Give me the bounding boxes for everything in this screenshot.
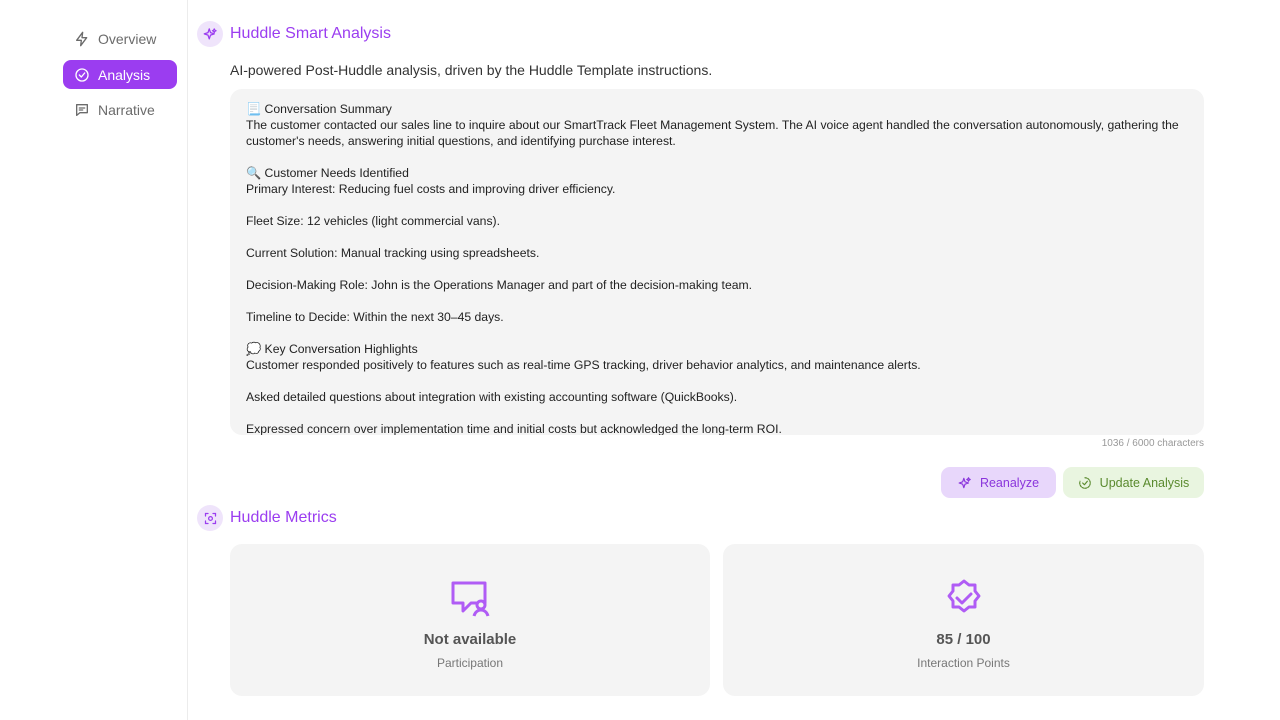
- metric-value: 85 / 100: [936, 631, 991, 648]
- char-count: 1036 / 6000 characters: [1101, 438, 1204, 449]
- update-analysis-label: Update Analysis: [1099, 475, 1190, 490]
- analysis-line: Expressed concern over implementation time and initial costs but acknowledged the long-term ROI.: [246, 422, 782, 435]
- message-icon: [74, 102, 90, 118]
- paragraph-gap: [246, 229, 1188, 245]
- sidebar-item-narrative[interactable]: [63, 95, 177, 124]
- metric-value: Not available: [423, 631, 517, 648]
- sidebar-item-label: Analysis: [98, 66, 151, 83]
- analysis-line: 💭 Key Conversation Highlights: [246, 342, 418, 356]
- sparkle-icon: [197, 21, 223, 47]
- metric-label: Interaction Points: [917, 656, 1010, 670]
- sidebar-item-label: Overview: [98, 30, 157, 47]
- paragraph-gap: [246, 325, 1188, 341]
- chat-user-icon: [449, 579, 491, 619]
- analysis-line: Decision-Making Role: John is the Operations Manager and part of the decision-making team.: [246, 278, 753, 292]
- paragraph-gap: [246, 197, 1188, 213]
- section-title: Huddle Metrics: [230, 509, 337, 526]
- sidebar: [0, 0, 188, 720]
- paragraph-gap: [246, 261, 1188, 277]
- analysis-textarea[interactable]: [230, 89, 1204, 435]
- metric-label: Participation: [436, 656, 504, 670]
- analysis-line: The customer contacted our sales line to inquire about our SmartTrack Fleet Management System. The AI voice agent handled the conversation autonomously, gathering the customer's needs, answering initial questions, and identifying purchase interest.: [246, 118, 1183, 148]
- sidebar-item-label: Narrative: [98, 101, 155, 118]
- sparkle-icon: [958, 476, 972, 490]
- check-circle-icon: [74, 67, 90, 83]
- paragraph-gap: [246, 293, 1188, 309]
- sidebar-item-overview[interactable]: [63, 24, 177, 53]
- update-analysis-button[interactable]: [1063, 467, 1204, 498]
- analysis-line: 📃 Conversation Summary: [246, 102, 392, 116]
- paragraph-gap: [246, 405, 1188, 421]
- sidebar-item-analysis[interactable]: [63, 60, 177, 89]
- verified-badge-icon: [943, 579, 985, 619]
- participation-card: [230, 544, 710, 696]
- analysis-line: Primary Interest: Reducing fuel costs and improving driver efficiency.: [246, 182, 616, 196]
- reanalyze-button[interactable]: [941, 467, 1056, 498]
- analysis-line: Timeline to Decide: Within the next 30–45 days.: [246, 310, 504, 324]
- paragraph-gap: [246, 149, 1188, 165]
- metrics-header: [197, 505, 337, 531]
- analysis-line: Fleet Size: 12 vehicles (light commercial vans).: [246, 214, 500, 228]
- analysis-line: 🔍 Customer Needs Identified: [246, 166, 409, 180]
- smart-analysis-header: [197, 21, 391, 47]
- scan-icon: [197, 505, 223, 531]
- reanalyze-label: Reanalyze: [979, 475, 1040, 490]
- section-title: Huddle Smart Analysis: [230, 25, 391, 42]
- lightning-icon: [74, 31, 90, 47]
- analysis-line: Customer responded positively to features such as real-time GPS tracking, driver behavior analytics, and maintenance alerts.: [246, 358, 921, 372]
- interaction-points-card: [723, 544, 1204, 696]
- analysis-line: Asked detailed questions about integration with existing accounting software (QuickBooks).: [246, 390, 738, 404]
- refresh-check-icon: [1078, 476, 1092, 490]
- paragraph-gap: [246, 373, 1188, 389]
- analysis-line: Current Solution: Manual tracking using spreadsheets.: [246, 246, 540, 260]
- analysis-subtitle: AI-powered Post-Huddle analysis, driven by the Huddle Template instructions.: [230, 62, 713, 78]
